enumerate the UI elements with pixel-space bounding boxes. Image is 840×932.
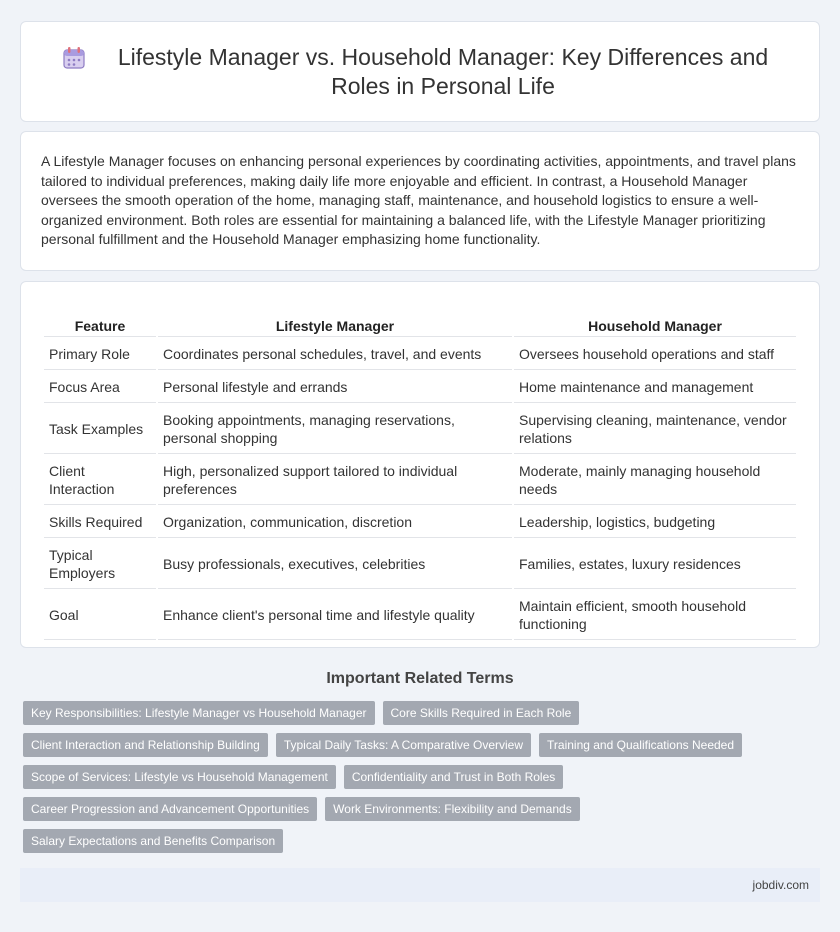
table-cell: Goal [44,591,156,640]
table-cell: Home maintenance and management [514,372,796,403]
related-term-tag[interactable]: Training and Qualifications Needed [539,733,742,757]
page-title: Lifestyle Manager vs. Household Manager: Key Differences and Roles in Personal Life [117,43,769,99]
intro-paragraph: A Lifestyle Manager focuses on enhancing personal experiences by coordinating activities, appointments, and travel plans tailored to individual preferences, making daily life more enjoyable and efficient. In contrast, a Household Manager oversees the smooth operation of the home, managing staff, maintenance, and household logistics to ensure a well-organized environment. Both roles are essential for maintaining a balanced life, with the Lifestyle Manager prioritizing personal fulfillment and the Household Manager emphasizing home functionality. [41,153,796,248]
table-row [44,339,796,370]
table-row [44,372,796,403]
column-header-lifestyle-manager: Lifestyle Manager [158,308,512,337]
table-cell: Leadership, logistics, budgeting [514,507,796,538]
comparison-table [42,306,798,642]
table-cell: Moderate, mainly managing household needs [514,456,796,505]
column-header-household-manager: Household Manager [514,308,796,337]
footer [20,868,820,902]
tag-row [23,733,813,757]
table-cell: Focus Area [44,372,156,403]
tag-row [23,829,813,853]
table-cell: Busy professionals, executives, celebrities [158,540,512,589]
table-cell: Oversees household operations and staff [514,339,796,370]
related-term-tag[interactable]: Client Interaction and Relationship Building [23,733,268,757]
table-cell: Personal lifestyle and errands [158,372,512,403]
table-cell: Enhance client's personal time and lifestyle quality [158,591,512,640]
related-term-tag[interactable]: Confidentiality and Trust in Both Roles [344,765,563,789]
intro-card [20,131,820,271]
table-row [44,405,796,454]
tag-row [23,797,813,821]
table-cell: Task Examples [44,405,156,454]
related-term-tag[interactable]: Core Skills Required in Each Role [383,701,580,725]
related-term-tag[interactable]: Career Progression and Advancement Opportunities [23,797,317,821]
comparison-card [20,281,820,648]
title-wrap [61,43,779,101]
tag-row [23,701,813,725]
related-term-tag[interactable]: Work Environments: Flexibility and Demands [325,797,580,821]
related-terms-title: Important Related Terms [326,670,514,687]
table-cell: Families, estates, luxury residences [514,540,796,589]
table-row [44,507,796,538]
related-term-tag[interactable]: Typical Daily Tasks: A Comparative Overview [276,733,531,757]
table-header-row [44,308,796,337]
table-cell: Primary Role [44,339,156,370]
table-cell: Maintain efficient, smooth household functioning [514,591,796,640]
table-cell: Typical Employers [44,540,156,589]
related-term-tag[interactable]: Salary Expectations and Benefits Comparison [23,829,283,853]
column-header-feature: Feature [44,308,156,337]
table-cell: High, personalized support tailored to individual preferences [158,456,512,505]
table-cell: Organization, communication, discretion [158,507,512,538]
table-cell: Booking appointments, managing reservations, personal shopping [158,405,512,454]
header-card [20,21,820,122]
footer-site-link[interactable]: jobdiv.com [752,878,809,892]
related-term-tag[interactable]: Scope of Services: Lifestyle vs Household Management [23,765,336,789]
related-terms-list [23,701,813,861]
tag-row [23,765,813,789]
table-cell: Supervising cleaning, maintenance, vendor relations [514,405,796,454]
calendar-icon [61,45,87,71]
table-row [44,456,796,505]
table-row [44,540,796,589]
related-term-tag[interactable]: Key Responsibilities: Lifestyle Manager vs Household Manager [23,701,375,725]
table-cell: Skills Required [44,507,156,538]
table-cell: Client Interaction [44,456,156,505]
table-cell: Coordinates personal schedules, travel, and events [158,339,512,370]
table-row [44,591,796,640]
